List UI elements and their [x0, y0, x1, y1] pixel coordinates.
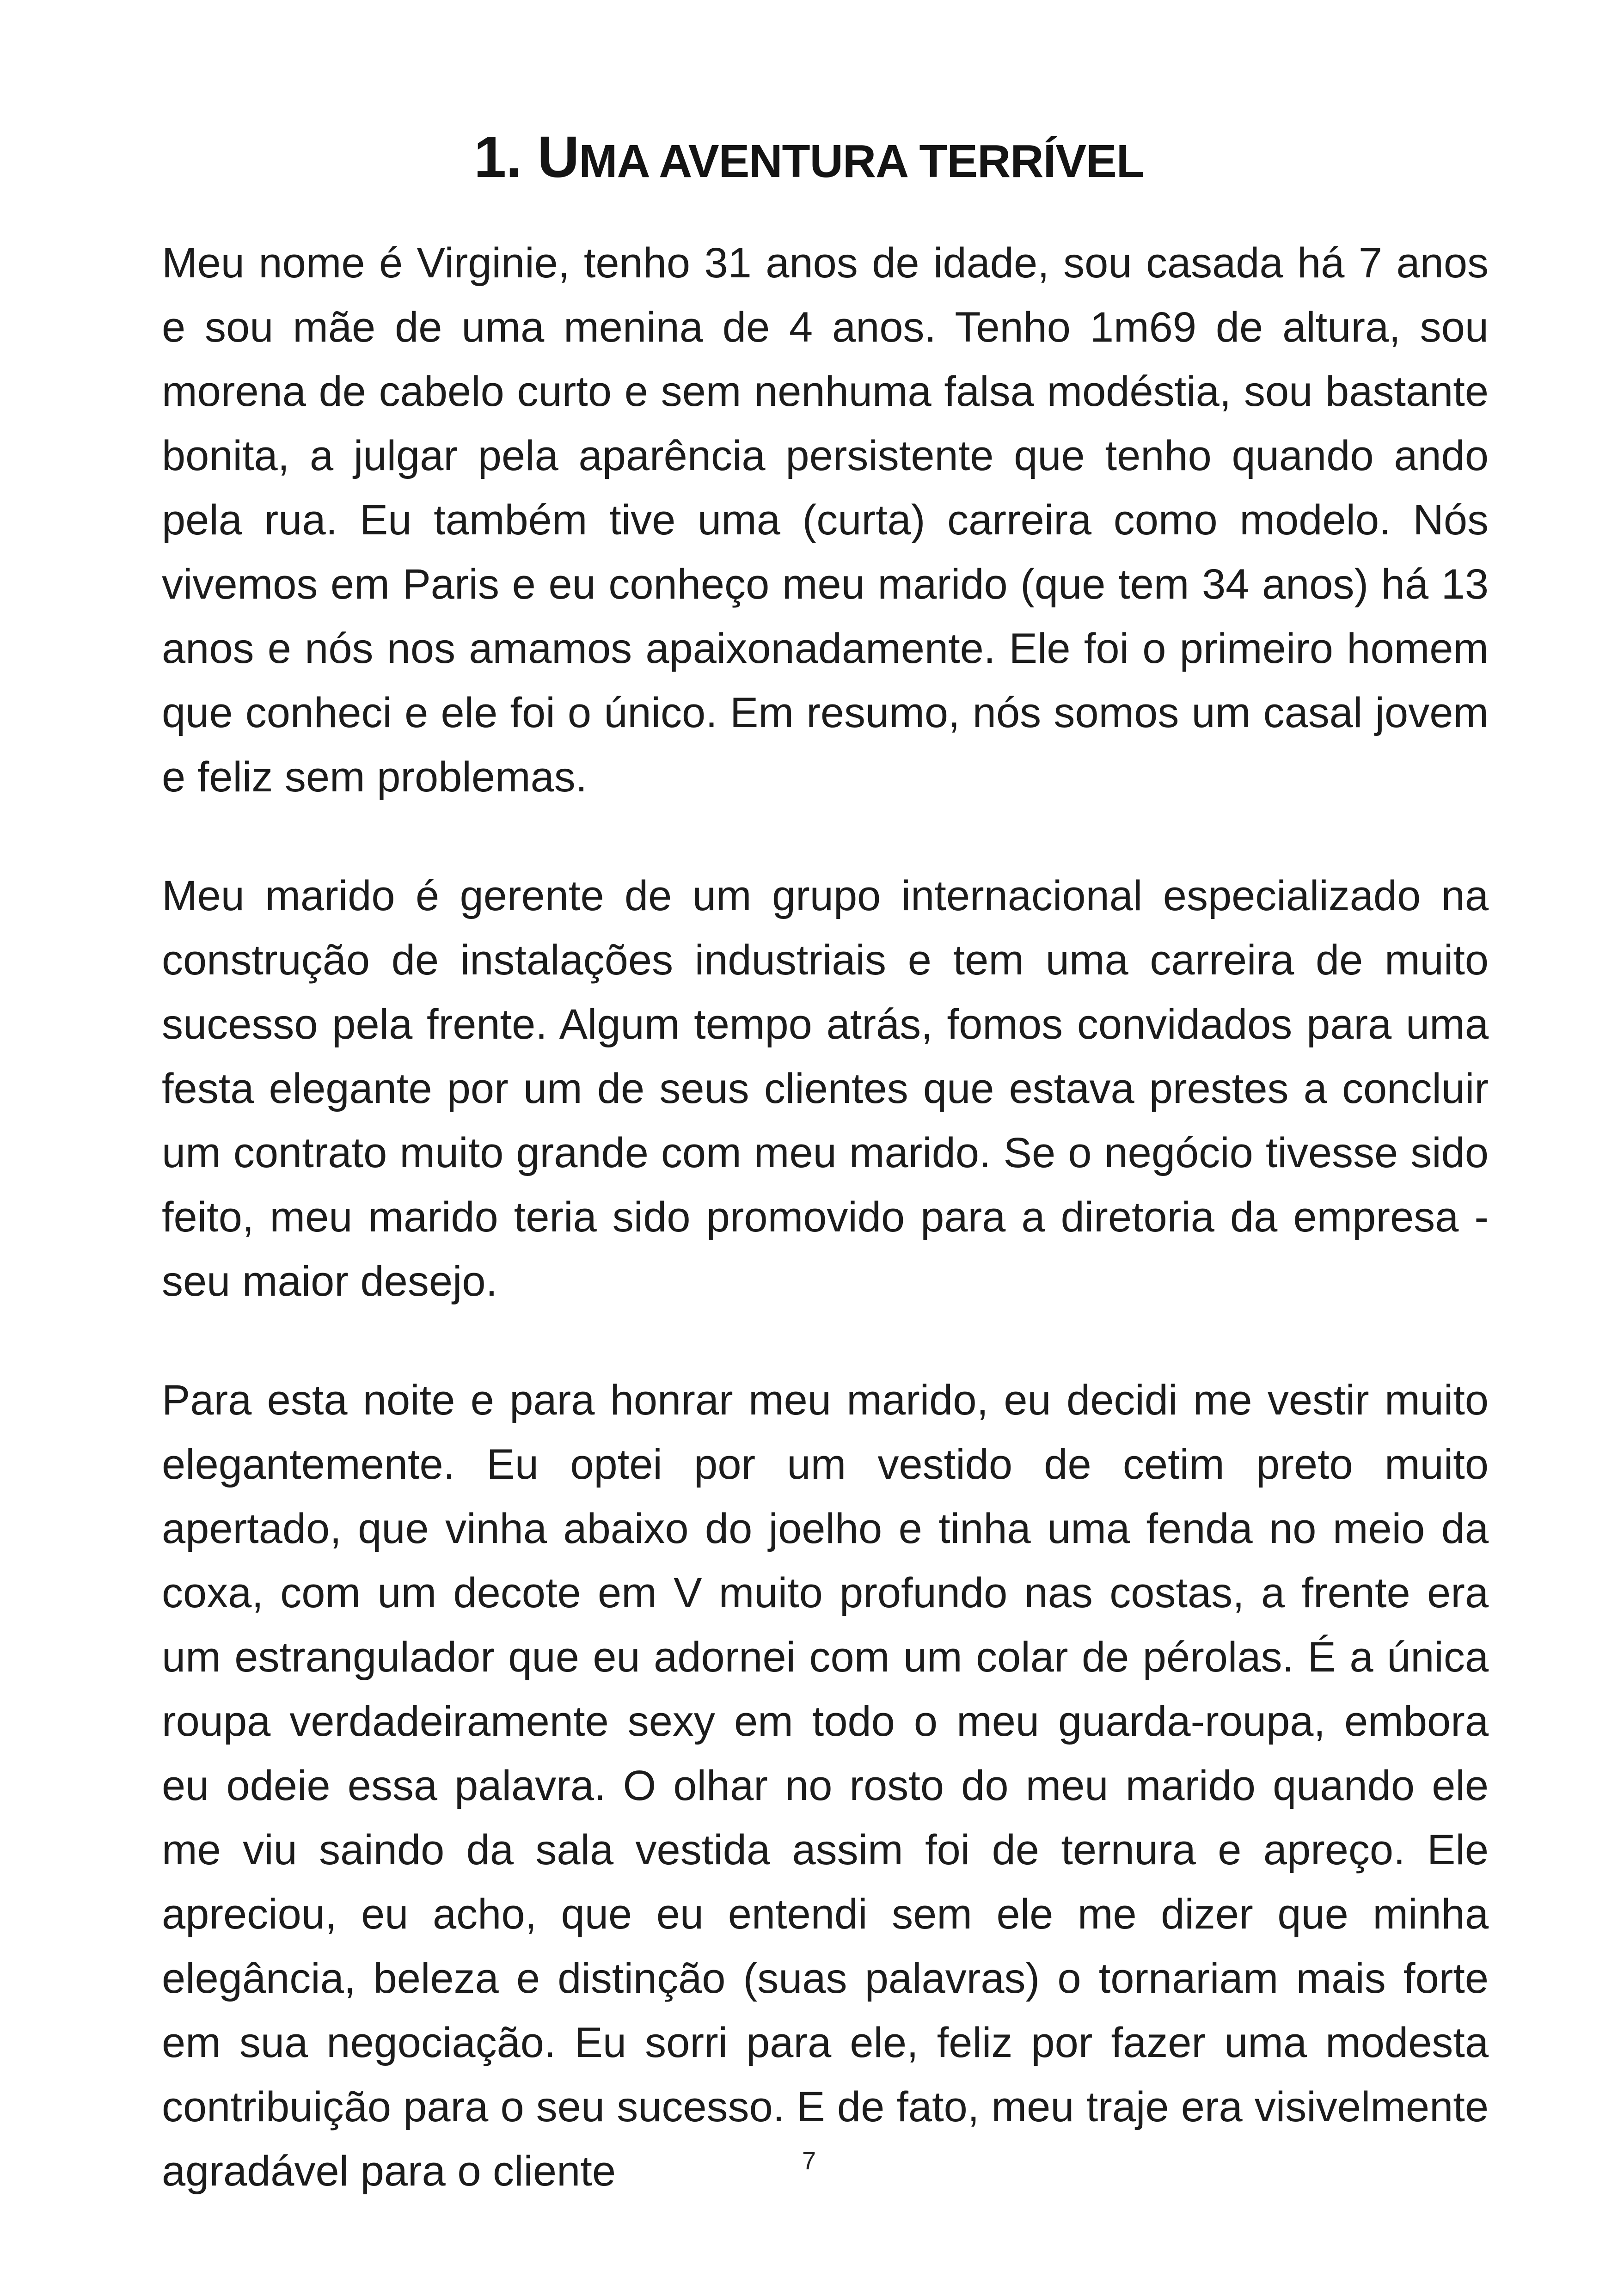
chapter-title-rest: MA AVENTURA TERRÍVEL	[579, 135, 1144, 187]
paragraph-3: Para esta noite e para honrar meu marido, eu decidi me vestir muito elegantemente. Eu optei por um vestido de cetim preto muito apertado, que vinha abaixo do joelho e tinha uma fenda no meio da coxa, com um decote em V muito profundo nas costas, a frente era um estrangulador que eu adornei com um colar de pérolas. É a única roupa verdadeiramente sexy em todo o meu guarda-roupa, embora eu odeie essa palavra. O olhar no rosto do meu marido quando ele me viu saindo da sala vestida assim foi de ternura e apreço. Ele apreciou, eu acho, que eu entendi sem ele me dizer que minha elegância, beleza e distinção (suas palavras) o tornariam mais forte em sua negociação. Eu sorri para ele, feliz por fazer uma modesta contribuição para o seu sucesso. E de fato, meu traje era visivelmente agradável para o cliente	[162, 1377, 1489, 2195]
paragraph-1: Meu nome é Virginie, tenho 31 anos de idade, sou casada há 7 anos e sou mãe de uma menina de 4 anos. Tenho 1m69 de altura, sou morena de cabelo curto e sem nenhuma falsa modéstia, sou bastante bonita, a julgar pela aparência persistente que tenho quando ando pela rua. Eu também tive uma (curta) carreira como modelo. Nós vivemos em Paris e eu conheço meu marido (que tem 34 anos) há 13 anos e nós nos amamos apaixonadamente. Ele foi o primeiro homem que conheci e ele foi o único. Em resumo, nós somos um casal jovem e feliz sem problemas.	[162, 239, 1489, 801]
page-number: 7	[802, 2147, 816, 2175]
chapter-body	[162, 231, 1489, 2258]
paragraph-2: Meu marido é gerente de um grupo internacional especializado na construção de instalações industriais e tem uma carreira de muito sucesso pela frente. Algum tempo atrás, fomos convidados para uma festa elegante por um de seus clientes que estava prestes a concluir um contrato muito grande com meu marido. Se o negócio tivesse sido feito, meu marido teria sido promovido para a diretoria da empresa - seu maior desejo.	[162, 872, 1489, 1305]
chapter-title	[162, 116, 1456, 203]
chapter-title-lead: 1. U	[474, 124, 579, 190]
